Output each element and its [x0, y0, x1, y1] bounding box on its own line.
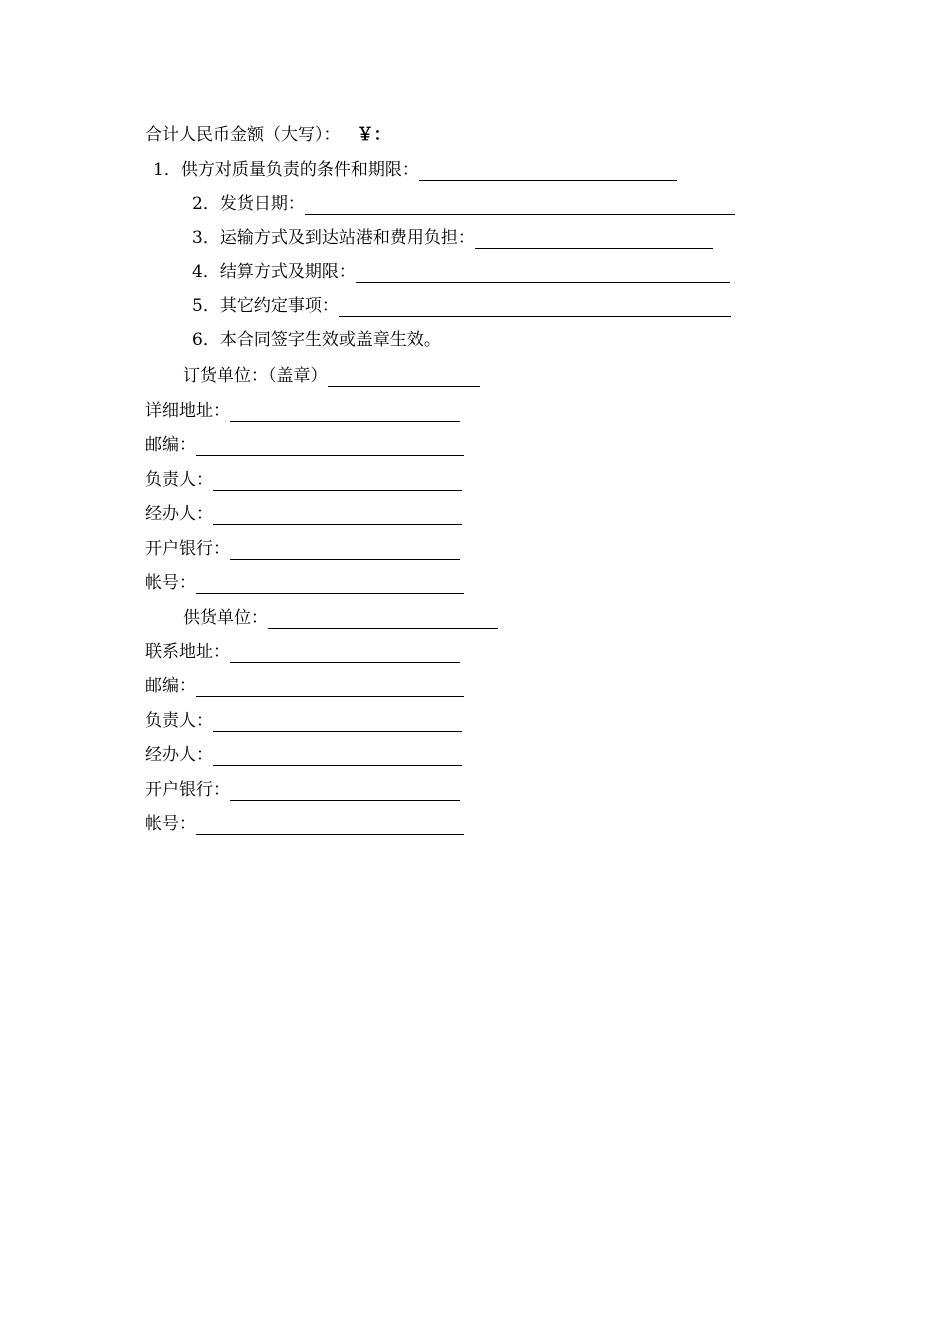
clause-number: 6． — [192, 330, 220, 350]
clause-text: 本合同签字生效或盖章生效。 — [219, 330, 441, 350]
buyer-account-label: 帐号： — [145, 573, 196, 593]
supplier-handler-label: 经办人： — [145, 745, 213, 765]
clause-2 — [192, 189, 735, 219]
supplier-account-row — [145, 809, 464, 839]
buyer-address-label: 详细地址： — [145, 401, 230, 421]
quality-terms-field[interactable] — [419, 156, 677, 181]
supplier-handler-field[interactable] — [213, 741, 462, 766]
delivery-date-field[interactable] — [305, 190, 735, 215]
buyer-person-row — [145, 465, 462, 495]
buyer-postcode-field[interactable] — [196, 431, 464, 456]
buyer-handler-label: 经办人： — [145, 504, 213, 524]
yuan-symbol: ￥： — [356, 125, 391, 145]
buyer-person-field[interactable] — [213, 466, 462, 491]
clause-text: 供方对质量负责的条件和期限： — [180, 160, 419, 180]
supplier-unit-row — [183, 603, 498, 633]
total-amount-label: 合计人民币金额（大写）： — [145, 125, 341, 145]
supplier-unit-field[interactable] — [268, 604, 498, 629]
clause-text: 发货日期： — [219, 194, 305, 214]
supplier-bank-field[interactable] — [230, 776, 460, 801]
supplier-address-row — [145, 637, 460, 667]
settlement-field[interactable] — [356, 258, 730, 283]
buyer-postcode-label: 邮编： — [145, 435, 196, 455]
buyer-unit-field[interactable] — [328, 362, 480, 387]
clause-number: 3． — [192, 228, 220, 248]
buyer-account-field[interactable] — [196, 569, 464, 594]
buyer-handler-field[interactable] — [213, 500, 462, 525]
supplier-postcode-label: 邮编： — [145, 676, 196, 696]
supplier-person-row — [145, 706, 462, 736]
supplier-postcode-field[interactable] — [196, 672, 464, 697]
clause-text: 其它约定事项： — [219, 296, 339, 316]
supplier-address-field[interactable] — [230, 638, 460, 663]
supplier-postcode-row — [145, 671, 464, 701]
clause-text: 运输方式及到达站港和费用负担： — [219, 228, 475, 248]
buyer-account-row — [145, 568, 464, 598]
supplier-account-field[interactable] — [196, 810, 464, 835]
buyer-person-label: 负责人： — [145, 470, 213, 490]
supplier-address-label: 联系地址： — [145, 642, 230, 662]
other-matters-field[interactable] — [339, 292, 731, 317]
supplier-bank-label: 开户银行： — [145, 780, 230, 800]
transport-field[interactable] — [475, 224, 713, 249]
supplier-handler-row — [145, 740, 462, 770]
supplier-bank-row — [145, 775, 460, 805]
clause-text: 结算方式及期限： — [219, 262, 356, 282]
clause-number: 4． — [192, 262, 220, 282]
buyer-bank-label: 开户银行： — [145, 539, 230, 559]
clause-1 — [153, 155, 677, 185]
buyer-address-field[interactable] — [230, 397, 460, 422]
supplier-unit-label: 供货单位： — [183, 608, 268, 628]
supplier-person-field[interactable] — [213, 707, 462, 732]
clause-number: 5． — [192, 296, 220, 316]
clause-4 — [192, 257, 730, 287]
supplier-account-label: 帐号： — [145, 814, 196, 834]
clause-5 — [192, 291, 731, 321]
buyer-address-row — [145, 396, 460, 426]
supplier-person-label: 负责人： — [145, 711, 213, 731]
clause-6 — [192, 325, 441, 355]
buyer-postcode-row — [145, 430, 464, 460]
buyer-bank-row — [145, 534, 460, 564]
buyer-handler-row — [145, 499, 462, 529]
clause-number: 1． — [153, 160, 181, 180]
buyer-unit-row — [183, 361, 480, 391]
buyer-bank-field[interactable] — [230, 535, 460, 560]
clause-number: 2． — [192, 194, 220, 214]
clause-3 — [192, 223, 713, 253]
buyer-unit-label: 订货单位：（盖章） — [183, 366, 328, 386]
total-amount-row — [145, 120, 391, 150]
